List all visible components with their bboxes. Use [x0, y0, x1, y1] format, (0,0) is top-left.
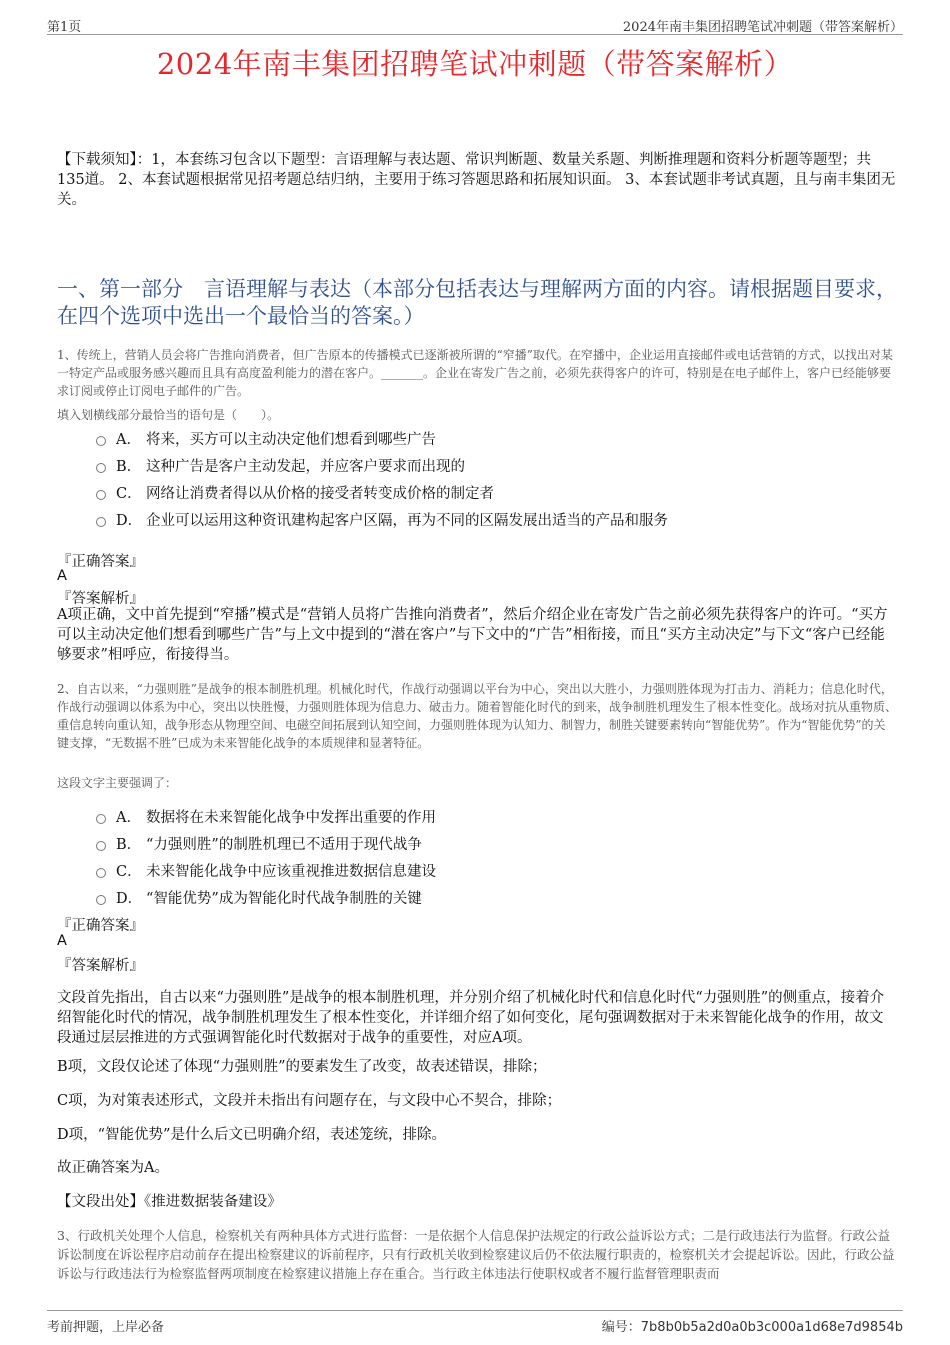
question-2-analysis-p5: 故正确答案为A。: [57, 1160, 169, 1176]
question-1-analysis-label: 『答案解析』: [57, 591, 144, 607]
question-2-stem: 2、自古以来，“力强则胜”是战争的根本制胜机理。机械化时代，作战行动强调以平台为中心，突出以大胜小，力强则胜体现为打击力、消耗力；信息化时代，作战行动强调以体系为中心，突出以快胜慢，力强则胜体现为信息力、破击力。随着智能化时代的到来，战争制胜机理发生了根本性变化。战场对抗从重物质、重信息转向重认知，战争形态从物理空间、电磁空间拓展到认知空间，力强则胜体现为认知力、制智力，制胜关键要素转向“智能优势”。作为“智能优势”的关键支撑，“无数据不胜”已成为未来智能化战争的本质规律和显著特征。: [57, 682, 898, 750]
radio-icon[interactable]: [96, 895, 106, 905]
question-1-option-a[interactable]: A． 将来，买方可以主动决定他们想看到哪些广告: [96, 425, 856, 452]
question-1-option-d[interactable]: D． 企业可以运用这种资讯建构起客户区隔，再为不同的区隔发展出适当的产品和服务: [96, 506, 856, 533]
question-1-analysis: A项正确，文中首先提到“窄播”模式是“营销人员将广告推向消费者”，然后介绍企业在寄发广告之前必须先获得客户的许可。“买方可以主动决定他们想看到哪些广告”与上文中提到的“潜在客户”与下文中的“广告”相衔接，而且“买方主动决定”与下文“客户已经能够要求”相呼应，衔接得当。: [57, 607, 888, 663]
question-2-option-a[interactable]: A． 数据将在未来智能化战争中发挥出重要的作用: [96, 803, 856, 830]
header-doc-title: 2024年南丰集团招聘笔试冲刺题（带答案解析）: [622, 20, 903, 35]
download-notice: 【下载须知】：1，本套练习包含以下题型：言语理解与表达题、常识判断题、数量关系题、判断推理题和资料分析题等题型；共135道。 2、本套试题根据常见招考题总结归纳，主要用于练习答题思路和拓展知识面。 3、本套试题非考试真题，且与南丰集团无关。: [57, 152, 896, 208]
radio-icon[interactable]: [96, 517, 106, 527]
question-2-prompt: 这段文字主要强调了：: [57, 776, 178, 790]
question-2-analysis-p3: C项，为对策表述形式，文段并未指出有问题存在，与文段中心不契合，排除；: [57, 1093, 562, 1109]
question-1-prompt: 填入划横线部分最恰当的语句是（ ）。: [57, 408, 280, 422]
footer-slogan: 考前押题，上岸必备: [47, 1320, 165, 1335]
question-1-stem: 1、传统上，营销人员会将广告推向消费者，但广告原本的传播模式已逐渐被所谓的“窄播”取代。在窄播中，企业运用直接邮件或电话营销的方式，以找出对某一特定产品或服务感兴趣而且具有高度盈利能力的潜在客户。_______。企业在寄发广告之前，必须先获得客户的许可，特别是在电子邮件上，客户已经能够要求订阅或停止订阅电子邮件的广告。: [57, 348, 893, 398]
question-1-answer-label: 『正确答案』: [57, 554, 144, 570]
question-1-option-c[interactable]: C． 网络让消费者得以从价格的接受者转变成价格的制定者: [96, 479, 856, 506]
radio-icon[interactable]: [96, 868, 106, 878]
question-2-answer-label: 『正确答案』: [57, 918, 144, 934]
question-1-option-b[interactable]: B． 这种广告是客户主动发起，并应客户要求而出现的: [96, 452, 856, 479]
question-2-analysis-label: 『答案解析』: [57, 958, 144, 974]
question-2-options: [96, 803, 856, 911]
question-2-option-b[interactable]: B． “力强则胜”的制胜机理已不适用于现代战争: [96, 830, 856, 857]
radio-icon[interactable]: [96, 463, 106, 473]
question-1-answer: A: [57, 568, 67, 584]
radio-icon[interactable]: [96, 841, 106, 851]
document-code: 编号：7b8b0b5a2d0a0b3c000a1d68e7d9854b: [601, 1320, 903, 1335]
page-number: 第1页: [47, 20, 82, 35]
question-2-option-d[interactable]: D． “智能优势”成为智能化时代战争制胜的关键: [96, 884, 856, 911]
question-2-analysis-p2: B项，文段仅论述了体现“力强则胜”的要素发生了改变，故表述错误，排除；: [57, 1059, 547, 1075]
question-2-option-c[interactable]: C． 未来智能化战争中应该重视推进数据信息建设: [96, 857, 856, 884]
radio-icon[interactable]: [96, 814, 106, 824]
page-footer: [47, 1310, 903, 1335]
question-3-stem: 3、行政机关处理个人信息，检察机关有两种具体方式进行监督：一是依据个人信息保护法规定的行政公益诉讼方式；二是行政违法行为监督。行政公益诉讼制度在诉讼程序启动前存在提出检察建议的诉前程序，只有行政机关收到检察建议后仍不依法履行职责的，检察机关才会提起诉讼。因此，行政公益诉讼与行政违法行为检察监督两项制度在检察建议措施上存在重合。当行政主体违法行使职权或者不履行监督管理职责而: [57, 1228, 895, 1281]
question-2-analysis-p1: 文段首先指出，自古以来“力强则胜”是战争的根本制胜机理，并分别介绍了机械化时代和信息化时代“力强则胜”的侧重点，接着介绍智能化时代的情况，战争制胜机理发生了根本性变化，并详细介绍了如何变化，尾句强调数据对于未来智能化战争的作用，故文段通过层层推进的方式强调智能化时代数据对于战争的重要性，对应A项。: [57, 990, 885, 1046]
question-2-answer: A: [57, 933, 67, 949]
page-title: 2024年南丰集团招聘笔试冲刺题（带答案解析）: [156, 47, 794, 81]
section-heading: 一、第一部分 言语理解与表达（本部分包括表达与理解两方面的内容。请根据题目要求，在四个选项中选出一个最恰当的答案。）: [57, 277, 897, 328]
page-header: [47, 14, 903, 35]
question-2-source: 【文段出处】《推进数据装备建设》: [57, 1194, 282, 1210]
question-2-analysis-p4: D项，“智能优势”是什么后文已明确介绍，表述笼统，排除。: [57, 1127, 446, 1143]
question-1-options: [96, 425, 856, 533]
radio-icon[interactable]: [96, 490, 106, 500]
radio-icon[interactable]: [96, 436, 106, 446]
